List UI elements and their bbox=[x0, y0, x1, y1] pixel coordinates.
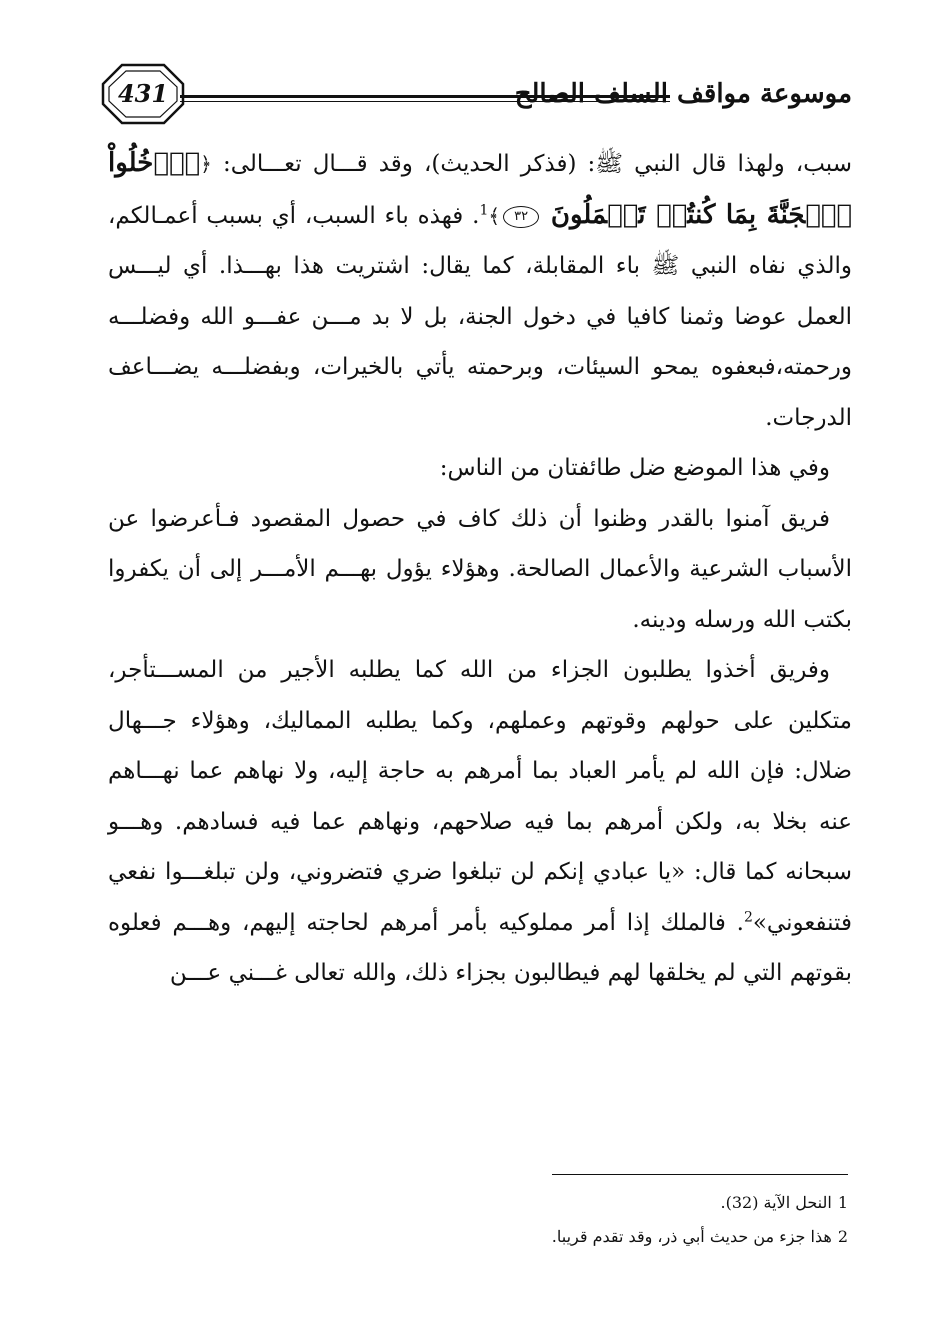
paragraph-text: . فالملك إذا أمر مملوكيه بأمر أمرهم لحاجته إليهم، وهـــم فعلوه بقوتهم التي لم يخلقها لهم فيطالبون بجزاء ذلك، والله تعالى غـــني عـــن bbox=[108, 909, 852, 986]
paragraph-text: . فهذه باء السبب، أي بسبب أعمـالكم، والذي نفاه النبي ﷺ باء المقابلة، كما يقال: اشتريت هذا بهـــذا. أي ليـــس العمل عوضا وثمنا كافيا في دخول الجنة، بل لا بد مـــن عفـــو الله وفضلـــه ورحمته،فبعفوه يمحو السيئات، وبرحمته يأتي بالخيرات، وبفضلـــه يضـــاعف الدرجات. bbox=[108, 202, 852, 431]
page-number-badge bbox=[100, 62, 186, 126]
paragraph: فريق آمنوا بالقدر وظنوا أن ذلك كاف في حصول المقصود فـأعرضوا عن الأسباب الشرعية والأعمال الصالحة. وهؤلاء يؤول بهـــم الأمـــر إلى أن يكفروا بكتب الله ورسله ودينه. bbox=[108, 505, 852, 633]
footnote-number: 1 bbox=[837, 1193, 848, 1212]
footnote-ref: 1 bbox=[479, 201, 489, 218]
footnote bbox=[348, 1186, 848, 1220]
footnotes bbox=[348, 1186, 848, 1254]
paragraph bbox=[108, 138, 852, 443]
book-title: موسوعة مواقف السلف الصالح bbox=[514, 79, 852, 109]
paragraph: وفي هذا الموضع ضل طائفتان من الناس: bbox=[439, 455, 830, 481]
footnote-divider bbox=[552, 1174, 848, 1175]
paragraph bbox=[108, 645, 852, 999]
quran-verse: ٱدۡخُلُواْ ٱلۡجَنَّةَ بِمَا كُنتُمۡ تَعۡمَلُونَ bbox=[108, 148, 853, 230]
paragraph-text: وفريق أخذوا يطلبون الجزاء من الله كما يطلبه الأجير من المســـتأجر، متكلين على حولهم وقوتهم وعملهم، وكما يطلبه المماليك، وهؤلاء جـــهال ضلال: فإن الله لم يأمر العباد بما أمرهم به حاجة إليه، ولا نهاهم عما نهـــاهم عنه بخلا به، ولكن أمرهم بما فيه صلاحهم، ونهاهم عما فيه فسادهم. وهـــو سبحانه كما قال: «يا عبادي إنكم لن تبلغوا ضري فتضروني، ولن تبلغـــوا نفعي فتنفعوني» bbox=[108, 657, 852, 936]
footnote-text: هذا جزء من حديث أبي ذر، وقد تقدم قريبا. bbox=[551, 1227, 832, 1246]
main-text bbox=[108, 138, 852, 999]
quran-close-bracket: ﴾ bbox=[488, 203, 501, 228]
paragraph-text: سبب، ولهذا قال النبي ﷺ: (فذكر الحديث)، وقد قـــال تعـــالى: bbox=[211, 151, 852, 177]
page-number: 431 bbox=[117, 79, 169, 108]
footnote-number: 2 bbox=[837, 1227, 848, 1246]
footnote bbox=[348, 1220, 848, 1254]
footnote-text: النحل الآية (32). bbox=[720, 1193, 832, 1212]
footnote-ref: 2 bbox=[743, 908, 753, 925]
verse-number-mark: ٣٢ bbox=[503, 206, 539, 228]
quran-open-bracket: ﴿ bbox=[200, 152, 212, 176]
page-header bbox=[100, 62, 852, 126]
